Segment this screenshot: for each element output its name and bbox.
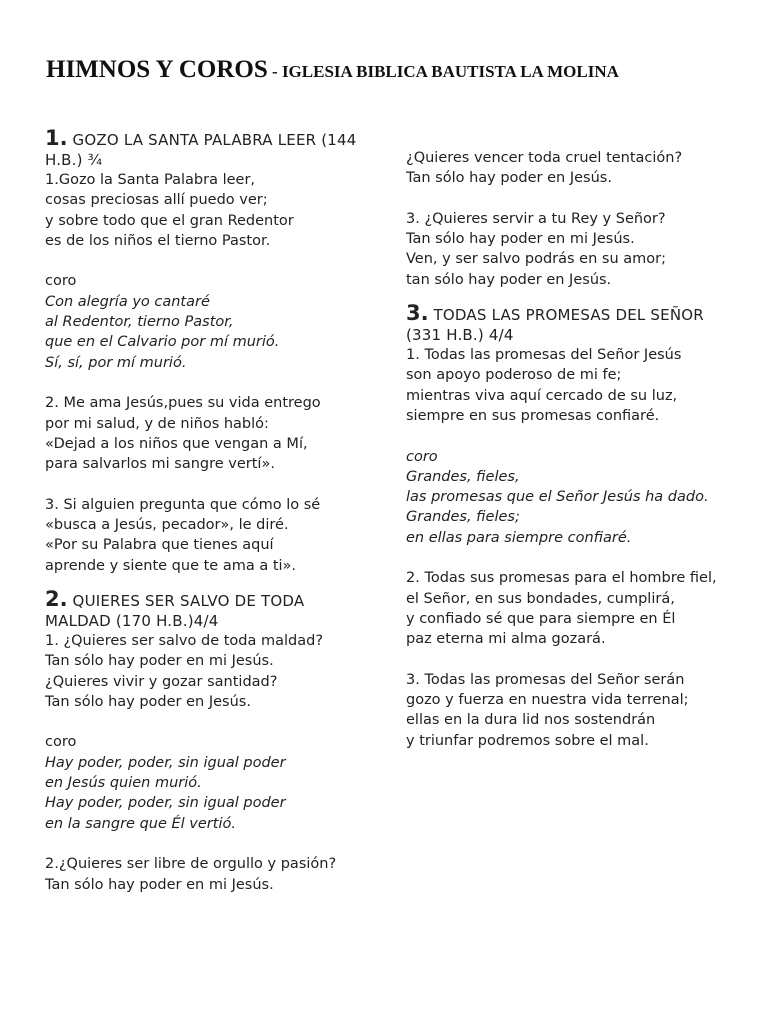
- hymn-2-stanza-2-line: Tan sólo hay poder en Jesús.: [406, 170, 612, 187]
- hymn-2-stanza-3-line: 3. ¿Quieres servir a tu Rey y Señor?: [406, 210, 666, 227]
- hymn-3-stanza-1-line: siempre en sus promesas confiaré.: [406, 407, 660, 424]
- document-title-main: HIMNOS Y COROS: [46, 56, 268, 83]
- hymn-1-stanza-1-line: 1.Gozo la Santa Palabra leer,: [45, 172, 256, 188]
- hymn-2-chorus-line: Hay poder, poder, sin igual poder: [45, 795, 286, 812]
- hymn-gap: [406, 290, 736, 303]
- hymn-3-stanza-3-line: 3. Todas las promesas del Señor serán: [406, 671, 685, 688]
- hymn-3-stanza-2-line: paz eterna mi alma gozará.: [406, 631, 606, 648]
- hymn-1-stanza-2-line: por mi salud, y de niños habló:: [45, 415, 269, 432]
- hymn-2-stanza-2-line: Tan sólo hay poder en mi Jesús.: [45, 876, 274, 893]
- hymn-1-stanza-3-line: 3. Si alguien pregunta que cómo lo sé: [45, 496, 321, 513]
- hymn-2-chorus-line: en Jesús quien murió.: [45, 775, 202, 792]
- hymn-3-chorus-line: en ellas para siempre confiaré.: [406, 529, 632, 546]
- right-column: [406, 148, 736, 751]
- hymn-3-stanza-1-line: son apoyo poderoso de mi fe;: [406, 367, 622, 384]
- hymn-1-stanza-2-line: 2. Me ama Jesús,pues su vida entrego: [45, 395, 321, 412]
- stanza-gap: [45, 373, 375, 393]
- hymn-2-title: [45, 586, 375, 631]
- hymn-3-chorus-line: Grandes, fieles,: [406, 468, 520, 485]
- hymn-2-stanza-3-line: Ven, y ser salvo podrás en su amor;: [406, 251, 666, 268]
- hymn-2-stanza-1-line: 1. ¿Quieres ser salvo de toda maldad?: [45, 632, 324, 649]
- hymn-1-stanza-2-line: «Dejad a los niños que vengan a Mí,: [45, 435, 308, 452]
- hymn-3-stanza-1-line: 1. Todas las promesas del Señor Jesús: [406, 347, 682, 364]
- hymn-2-stanza-2-line: ¿Quieres vencer toda cruel tentación?: [406, 150, 683, 166]
- stanza-gap: [406, 650, 736, 670]
- hymn-1-number: 1.: [45, 126, 68, 150]
- stanza-gap: [45, 834, 375, 854]
- hymn-2-stanza-3-line: tan sólo hay poder en Jesús.: [406, 271, 612, 288]
- hymn-2-stanza-1-line: Tan sólo hay poder en mi Jesús.: [45, 653, 274, 670]
- stanza-gap: [45, 251, 375, 271]
- hymn-2-title-text: QUIERES SER SALVO DE TODA MALDAD (170 H.B.)4/4: [45, 591, 305, 630]
- hymn-2-stanza-2-line: 2.¿Quieres ser libre de orgullo y pasión?: [45, 856, 337, 873]
- hymn-2-number: 2.: [45, 586, 68, 611]
- hymn-1-stanza-1-line: cosas preciosas allí puedo ver;: [45, 192, 268, 209]
- hymn-1-stanza-3-line: «Por su Palabra que tienes aquí: [45, 537, 274, 554]
- hymn-1-stanza-1-line: es de los niños el tierno Pastor.: [45, 232, 271, 249]
- hymn-3-chorus-line: Grandes, fieles;: [406, 509, 520, 526]
- stanza-gap: [45, 712, 375, 732]
- hymn-2-stanza-3-line: Tan sólo hay poder en mi Jesús.: [406, 231, 635, 248]
- hymn-3-stanza-3-line: ellas en la dura lid nos sostendrán: [406, 712, 656, 729]
- hymn-1-stanza-3-line: aprende y siente que te ama a ti».: [45, 557, 297, 574]
- hymn-1-title: [45, 128, 375, 170]
- hymn-1-stanza-1-line: y sobre todo que el gran Redentor: [45, 212, 294, 229]
- hymn-1-stanza-2-line: para salvarlos mi sangre vertí».: [45, 456, 275, 473]
- hymn-3-number: 3.: [406, 301, 429, 326]
- left-column: [45, 128, 375, 895]
- document-title-subtitle: - IGLESIA BIBLICA BAUTISTA LA MOLINA: [267, 62, 619, 81]
- stanza-gap: [406, 189, 736, 209]
- hymn-1-chorus-line: Sí, sí, por mí murió.: [45, 354, 187, 371]
- hymn-2-stanza-1-line: Tan sólo hay poder en Jesús.: [45, 693, 251, 710]
- hymn-3-stanza-2-line: y confiado sé que para siempre en Él: [406, 610, 676, 627]
- hymn-2-stanza-1-line: ¿Quieres vivir y gozar santidad?: [45, 673, 278, 690]
- hymn-gap: [45, 576, 375, 589]
- document-title: [46, 48, 619, 85]
- hymn-2-chorus-line: en la sangre que Él vertió.: [45, 815, 236, 832]
- hymn-3-title-text: TODAS LAS PROMESAS DEL SEÑOR (331 H.B.) 4/4: [406, 306, 704, 345]
- hymn-3-stanza-1-line: mientras viva aquí cercado de su luz,: [406, 387, 678, 404]
- hymn-1-stanza-3-line: «busca a Jesús, pecador», le diré.: [45, 517, 289, 534]
- hymn-3-title: [406, 303, 736, 345]
- hymn-1-chorus-line: Con alegría yo cantaré: [45, 293, 210, 310]
- hymn-1-title-text: GOZO LA SANTA PALABRA LEER (144 H.B.) ¾: [45, 131, 357, 169]
- stanza-gap: [406, 426, 736, 446]
- hymn-3-chorus-line: las promesas que el Señor Jesús ha dado.: [406, 489, 709, 506]
- hymn-2-chorus-label: coro: [45, 734, 77, 751]
- hymn-1-chorus-line: que en el Calvario por mí murió.: [45, 334, 280, 351]
- hymn-3-stanza-2-line: el Señor, en sus bondades, cumplirá,: [406, 590, 675, 607]
- hymn-1-chorus-line: al Redentor, tierno Pastor,: [45, 314, 234, 331]
- stanza-gap: [45, 474, 375, 494]
- hymn-3-stanza-3-line: y triunfar podremos sobre el mal.: [406, 732, 649, 749]
- stanza-gap: [406, 548, 736, 568]
- hymn-3-chorus-label: coro: [406, 448, 438, 465]
- hymn-3-stanza-2-line: 2. Todas sus promesas para el hombre fiel,: [406, 570, 717, 587]
- hymn-1-chorus-label: coro: [45, 273, 77, 290]
- hymn-3-stanza-3-line: gozo y fuerza en nuestra vida terrenal;: [406, 692, 689, 709]
- hymn-2-chorus-line: Hay poder, poder, sin igual poder: [45, 754, 286, 771]
